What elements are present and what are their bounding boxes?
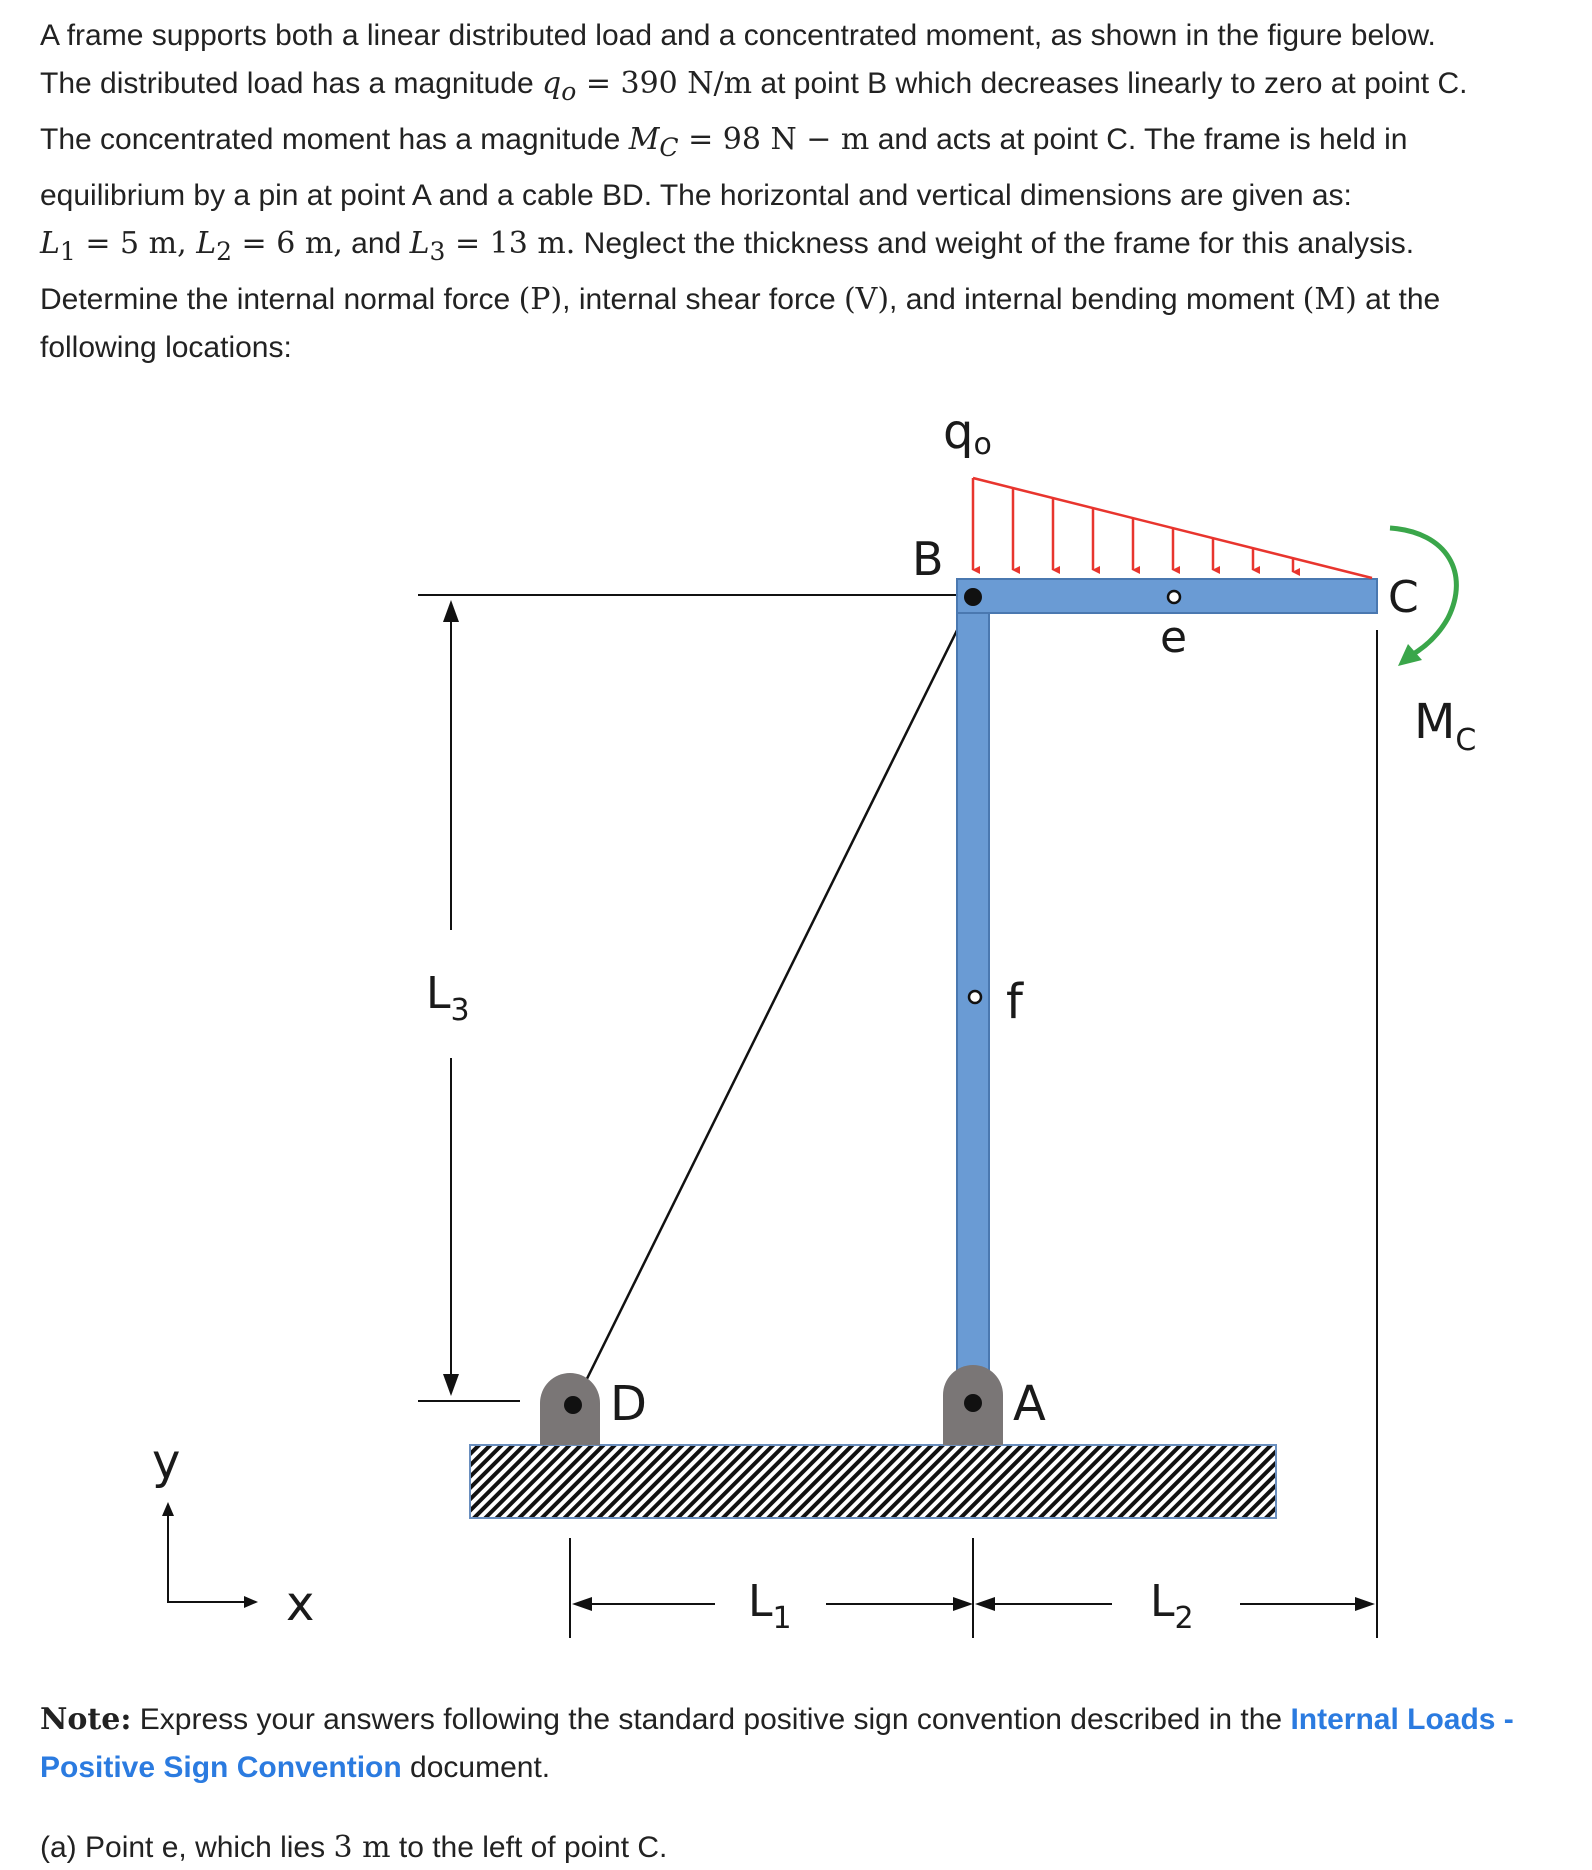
problem-line-2: The distributed load has a magnitude $q_o = 390$ N/m at point B which decreases linearly to zero at point C.: [40, 66, 1468, 106]
point-f-marker: [969, 991, 981, 1003]
problem-line-1: A frame supports both a linear distributed load and a concentrated moment, as shown in the figure below.: [40, 19, 1436, 52]
l2-dimension: [975, 1576, 1375, 1636]
part-a-question: (a) Point e, which lies 3 m to the left of point C.: [40, 1830, 668, 1865]
label-b: B: [912, 532, 944, 586]
q-label: qo: [943, 404, 992, 462]
l1-expression: $L_1 = 5$ m, $L_2 = 6$ m,: [40, 226, 343, 266]
cable-bd: [574, 598, 973, 1405]
label-y: y: [152, 1434, 181, 1490]
l1-dimension: [570, 1538, 973, 1638]
vertical-member: [957, 595, 989, 1415]
pin-a: [964, 1394, 982, 1412]
p-symbol: (P): [518, 282, 563, 317]
distributed-load: [973, 478, 1372, 578]
axes-icon: [162, 1502, 258, 1608]
sign-convention-link[interactable]: Internal Loads - Positive Sign Convention: [40, 1703, 1514, 1784]
label-d: D: [610, 1376, 647, 1432]
q-expression: $q_o = 390$ N/m: [542, 66, 753, 106]
problem-line-3: The concentrated moment has a magnitude $M_C = 98$ N − m and acts at point C. The frame is held in: [40, 122, 1408, 162]
l3-label: $L_3$: [426, 968, 470, 1028]
problem-line-4: equilibrium by a pin at point A and a cable BD. The horizontal and vertical dimensions are given as:: [40, 179, 1352, 212]
label-f: f: [1006, 974, 1023, 1030]
problem-line-7: following locations:: [40, 331, 292, 364]
frame-diagram: [0, 360, 1592, 1660]
label-mc: $M_C$: [1414, 694, 1477, 758]
l3-expression: $L_3 = 13$ m.: [409, 226, 576, 266]
label-c: C: [1388, 572, 1419, 623]
problem-statement: [40, 12, 1592, 372]
pin-b: [964, 588, 982, 606]
note: Note: Express your answers following the standard positive sign convention described in the Internal Loads - Positive Sign Convention document.: [40, 1702, 1514, 1784]
problem-line-6: Determine the internal normal force (P), internal shear force (V), and internal bending moment (M) at the: [40, 282, 1441, 317]
label-a: A: [1013, 1376, 1046, 1432]
v-symbol: (V): [843, 282, 890, 317]
note-label: Note:: [40, 1702, 132, 1737]
distance-value: 3 m: [333, 1830, 391, 1865]
problem-line-5: $L_1 = 5$ m, $L_2 = 6$ m, and $L_3 = 13$ m. Neglect the thickness and weight of the frame for this analysis.: [40, 226, 1415, 266]
ground: [470, 1445, 1276, 1518]
l3-dimension: [426, 600, 470, 1396]
m-symbol: (M): [1302, 282, 1357, 317]
point-e-marker: [1168, 591, 1180, 603]
label-x: x: [286, 1576, 315, 1632]
l2-label: $L_2$: [1150, 1576, 1194, 1636]
l1-label: $L_1$: [748, 1576, 792, 1636]
mc-expression: $M_C = 98$ N − m: [628, 122, 870, 162]
label-e: e: [1160, 612, 1188, 663]
pin-d: [564, 1396, 582, 1414]
